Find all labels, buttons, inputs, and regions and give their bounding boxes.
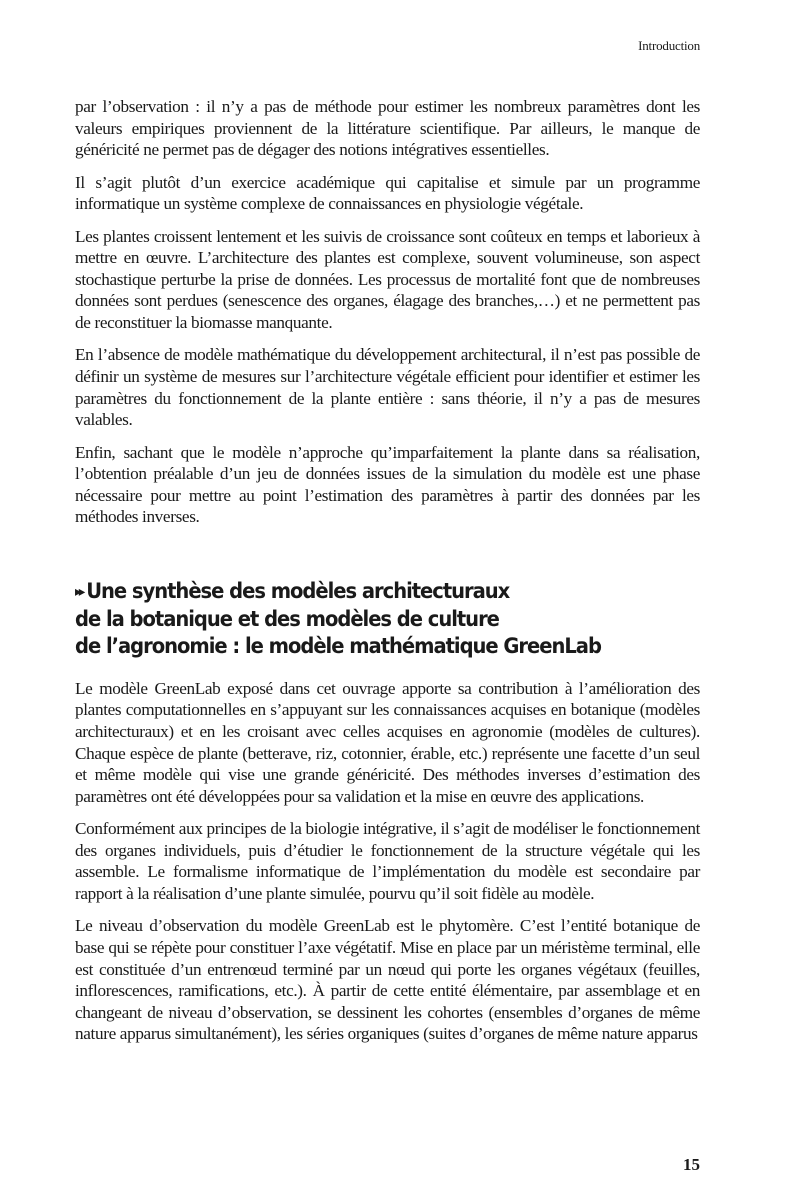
running-header: Introduction [638, 38, 700, 53]
paragraph: par l’observation : il n’y a pas de méthode pour estimer les nombreux paramètres dont les valeurs empiriques proviennent de la littérature scientifique. Par ailleurs, le manque de généricité ne permet pas de dégager des notions intégratives essentielles. [75, 97, 700, 160]
section-heading-line: de la botanique et des modèles de culture [75, 606, 499, 631]
paragraph: Conformément aux principes de la biologie intégrative, il s’agit de modéliser le fonctionnement des organes individuels, puis d’étudier le fonctionnement de la structure végétale qui les assemble. Le formalisme informatique de l’implémentation du modèle est secondaire par rapport à la réalisation d’une plante simulée, pourvu qu’il soit fidèle au modèle. [75, 819, 700, 904]
paragraph: Il s’agit plutôt d’un exercice académique qui capitalise et simule par un programme informatique un système complexe de connaissances en physiologie végétale. [75, 172, 700, 214]
section-heading-line [75, 578, 707, 606]
paragraph: Le niveau d’observation du modèle GreenLab est le phytomère. C’est l’entité botanique de base qui se répète pour constituer l’axe végétatif. Mise en place par un méristème terminal, elle est constituée d’un entrenœud terminé par un nœud qui porte les organes végétaux (feuilles, inflorescences, ramifications, etc.). À partir de cette entité élémentaire, par assemblage et en changeant de niveau d’observation, se dessinent les cohortes (ensembles d’organes de même nature apparus simultanément), les séries organiques (suites d’organes de même nature apparus [75, 916, 700, 1044]
body-text [75, 96, 700, 1056]
page-number: 15 [683, 1155, 700, 1174]
section-heading [75, 578, 707, 660]
paragraph: Le modèle GreenLab exposé dans cet ouvrage apporte sa contribution à l’amélioration des plantes computationnelles en s’appuyant sur les connaissances acquises en botanique (modèles architecturaux) et en les croisant avec celles acquises en agronomie (modèles de cultures). Chaque espèce de plante (betterave, riz, cotonnier, érable, etc.) représente une facette d’un seul et même modèle qui vise une grande généricité. Des méthodes inverses d’estimation des paramètres ont été développées pour sa validation et la mise en œuvre des applications. [75, 678, 700, 806]
double-arrow-right-icon: ▸▸ [75, 583, 83, 600]
section-heading-line: de l’agronomie : le modèle mathématique GreenLab [75, 633, 601, 658]
paragraph: En l’absence de modèle mathématique du développement architectural, il n’est pas possible de définir un système de mesures sur l’architecture végétale efficient pour identifier et estimer les paramètres du fonctionnement de la plante entière : sans théorie, il n’y a pas de mesures valables. [75, 345, 700, 430]
section-heading-text: Une synthèse des modèles architecturaux [86, 578, 510, 603]
paragraph: Les plantes croissent lentement et les suivis de croissance sont coûteux en temps et laborieux à mettre en œuvre. L’architecture des plantes est complexe, souvent volumineuse, son aspect stochastique perturbe la prise de données. Les processus de mortalité font que de nombreuses données sont perdues (senescence des organes, élagage des branches,…) et ne permettent pas de reconstituer la biomasse manquante. [75, 226, 700, 332]
paragraph: Enfin, sachant que le modèle n’approche qu’imparfaitement la plante dans sa réalisation, l’obtention préalable d’un jeu de données issues de la simulation du modèle est une phase nécessaire pour mettre au point l’estimation des paramètres à partir des données par les méthodes inverses. [75, 442, 700, 527]
